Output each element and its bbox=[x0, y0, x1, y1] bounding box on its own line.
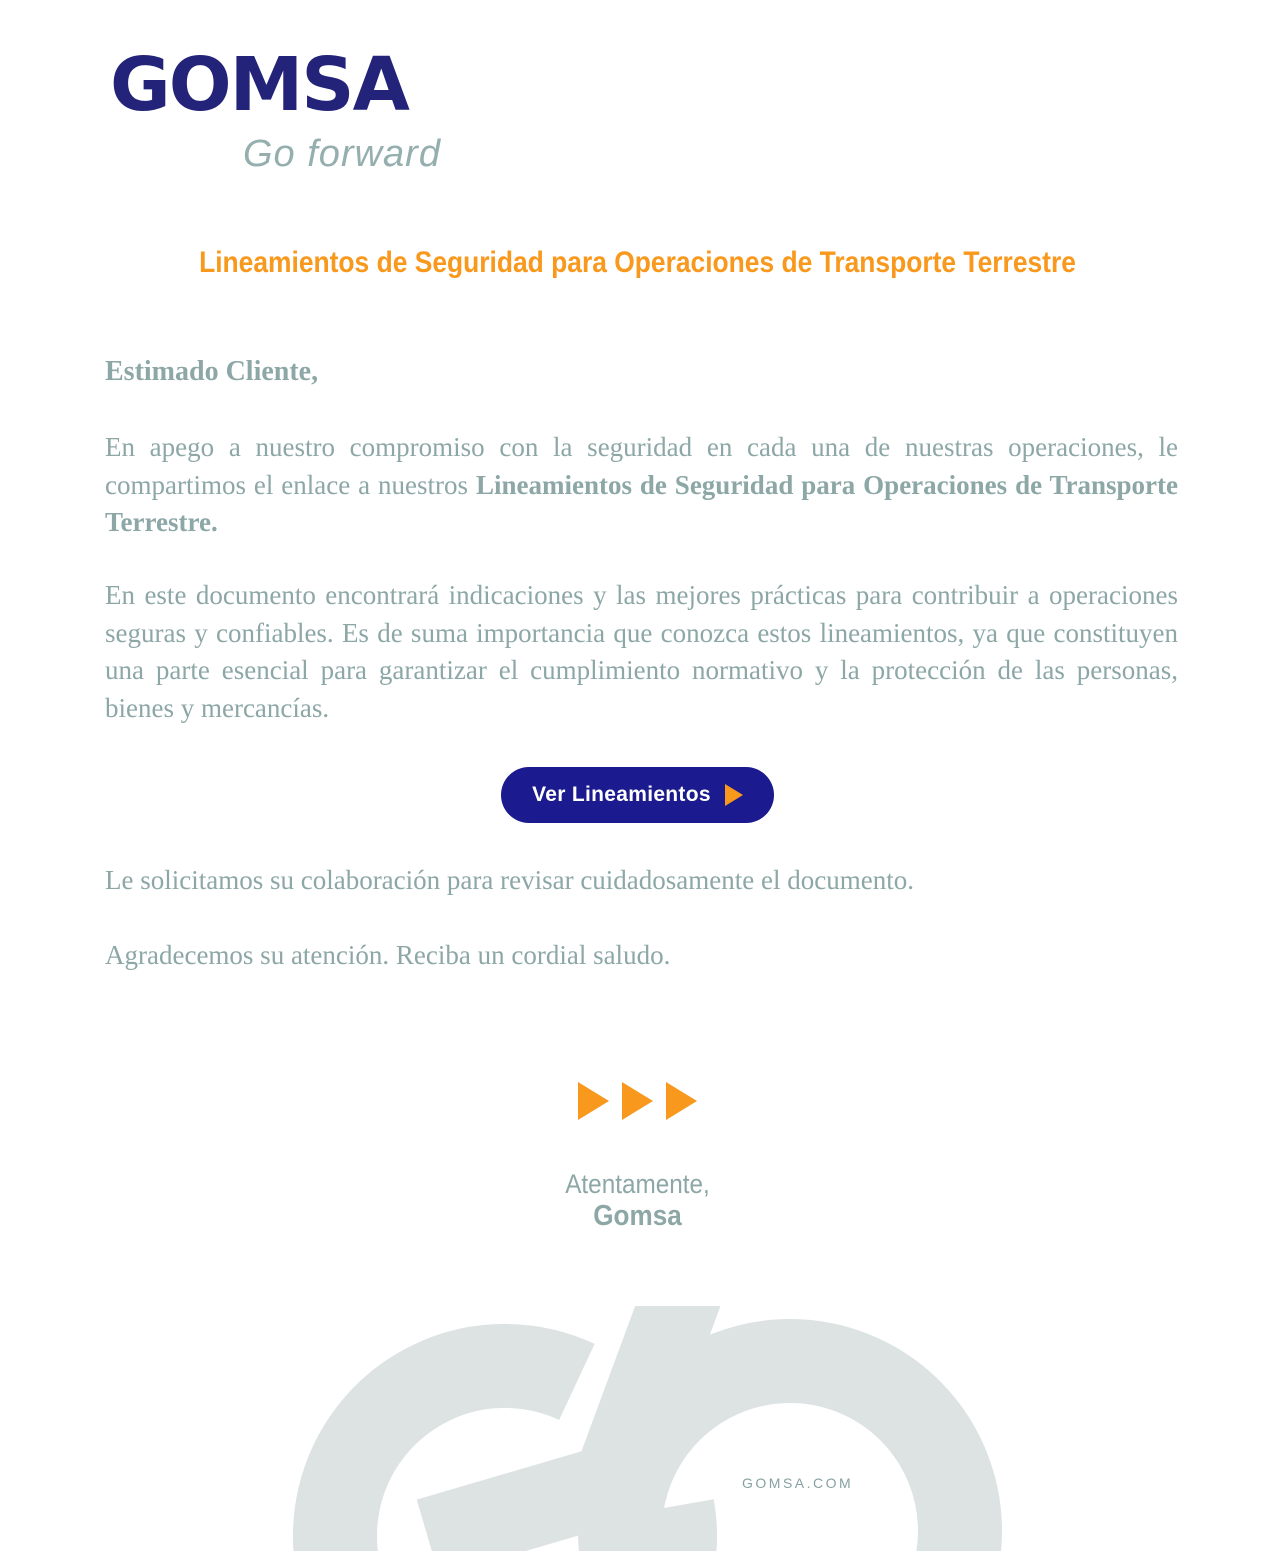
website-link[interactable]: GOMSA.COM bbox=[742, 1475, 854, 1491]
button-row bbox=[0, 767, 1275, 823]
logo-tagline: Go forward bbox=[243, 133, 441, 175]
ver-lineamientos-button-label: Ver Lineamientos bbox=[532, 783, 711, 806]
greeting-text: Estimado Cliente, bbox=[105, 356, 319, 387]
paragraph-request: Le solicitamos su colaboración para revisar cuidadosamente el documento. bbox=[105, 865, 914, 895]
paragraph-thanks: Agradecemos su atención. Reciba un cordial saludo. bbox=[105, 940, 671, 970]
page-title: Lineamientos de Seguridad para Operaciones de Transporte Terrestre bbox=[199, 246, 1076, 279]
arrow-right-icon bbox=[622, 1082, 653, 1120]
gomsa-logo: GOMSA bbox=[110, 42, 408, 128]
triple-arrow-decoration bbox=[0, 1082, 1275, 1120]
arrow-right-icon bbox=[666, 1082, 697, 1120]
go-watermark-graphic bbox=[0, 1306, 1275, 1551]
paragraph-intro-bold: Lineamientos de Seguridad para Operaciones de Transporte Terrestre. bbox=[105, 469, 1178, 537]
ver-lineamientos-button[interactable] bbox=[501, 767, 774, 823]
play-arrow-icon bbox=[725, 784, 743, 806]
paragraph-details: En este documento encontrará indicaciones y las mejores prácticas para contribuir a operaciones seguras y confiables. Es de suma importancia que conozca estos lineamientos, ya que constituyen una parte esencial para garantizar el cumplimiento normativo y la protección de las personas, bienes y mercancías. bbox=[105, 580, 1178, 723]
go-watermark bbox=[0, 1306, 1275, 1551]
closing-block bbox=[64, 1168, 1212, 1233]
paragraph-intro bbox=[105, 429, 1178, 542]
signature-text: Gomsa bbox=[593, 1200, 682, 1232]
closing-text: Atentamente, bbox=[565, 1169, 710, 1199]
arrow-right-icon bbox=[578, 1082, 609, 1120]
paragraph-intro-normal: En apego a nuestro compromiso con la seguridad en cada una de nuestras operaciones, le compartimos el enlace a nuestros bbox=[105, 432, 1178, 500]
